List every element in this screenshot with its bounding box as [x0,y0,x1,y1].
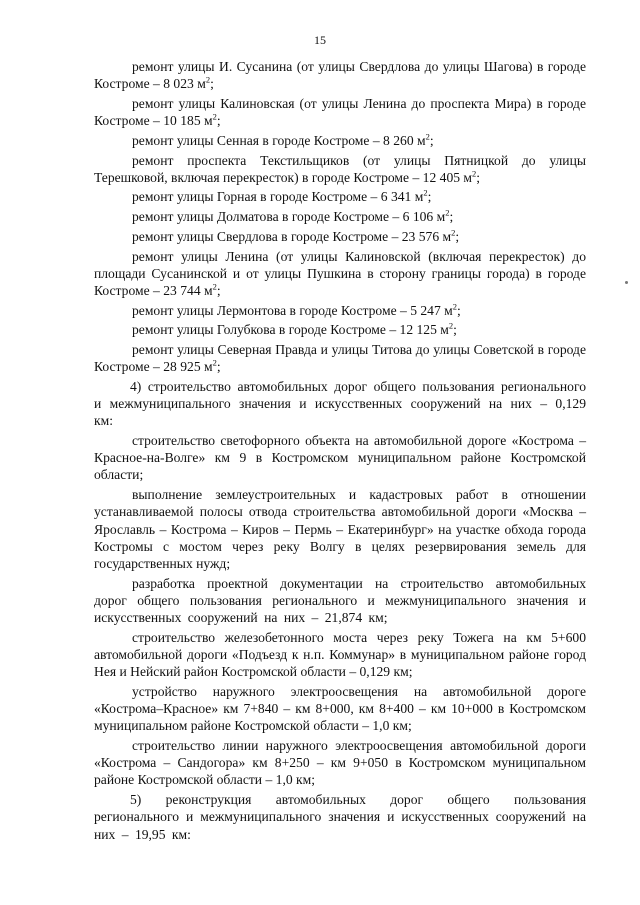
scan-speck [625,281,628,284]
paragraph-lermontova: ремонт улицы Лермонтова в городе Костроме – 5 247 $м^2$; [132,301,461,318]
paragraph-susanina: ремонт улицы И. Сусанина (от улицы Свердлова до улицы Шагова) в городе Костроме – 8 023 $м^2$; [94,59,586,92]
list-item-5: 5) реконструкция автомобильных дорог общего пользования регионального и межмуниципального значения и искусственных сооружений на них – 19,95 км: [94,792,586,842]
paragraph-golubkova: ремонт улицы Голубкова в городе Костроме – 12 125 $м^2$; [132,320,457,338]
page-number: 15 [314,33,326,47]
document-body [94,58,586,845]
paragraph-severnaya-pravda: ремонт улицы Северная Правда и улицы Титова до улицы Советской в городе Костроме – 28 925 $м^2$; [94,342,586,375]
paragraph-sverdlova: ремонт улицы Свердлова в городе Костроме – 23 576 $м^2$; [132,227,460,244]
paragraph-zemleustroitelnye: выполнение землеустроительных и кадастровых работ в отношении устанавливаемой полосы отвода строительства автомобильной дороги «Москва – Ярославль – Кострома – Киров – Пермь – Екатеринбург» на участке обхода города Костромы с мостом через реку Волгу в целях резервирования земель для государственных нужд; [94,487,586,571]
paragraph-gornaya: ремонт улицы Горная в городе Костроме – 6 341 $м^2$; [132,187,432,205]
paragraph-proektnaya-dokumentaciya: разработка проектной документации на строительство автомобильных дорог общего пользования регионального и межмуниципального значения и искусственных сооружений на них – 21,874 км; [94,575,586,626]
paragraph-elektroosveshchenie-krasnoe: устройство наружного электроосвещения на автомобильной дороге «Кострома–Красное» км 7+840 – км 8+000, км 8+400 – км 10+000 в Костромском муниципальном районе Костромской области – 1,0 км; [94,683,586,734]
paragraph-most-tozhega: строительство железобетонного моста через реку Тожега на км 5+600 автомобильной дороги «Подъезд к н.п. Коммунар» в муниципальном районе город Нея и Нейский район Костромской области – 0,129 км; [94,629,586,680]
paragraph-tekstilshchikov: ремонт проспекта Текстильщиков (от улицы Пятницкой до улицы Терешковой, включая перекресток) в городе Костроме – 12 405 $м^2$; [94,152,586,185]
paragraph-elektroosveshchenie-sandogora: строительство линии наружного электроосвещения автомобильной дороги «Кострома – Сандогора» км 8+250 – км 9+050 в Костромском муниципальном районе Костромской области – 1,0 км; [94,738,586,788]
paragraph-svetofor: строительство светофорного объекта на автомобильной дороге «Кострома – Красное-на-Волге» км 9 в Костромском муниципальном районе Костромской области; [94,433,586,483]
paragraph-lenina: ремонт улицы Ленина (от улицы Калиновской (включая перекресток) до площади Сусанинской и от улицы Пушкина в сторону границы города) в городе Костроме – 23 744 $м^2$; [94,248,586,298]
paragraph-kalinovskaya: ремонт улицы Калиновская (от улицы Ленина до проспекта Мира) в городе Костроме – 10 185 $м^2$; [94,95,586,129]
list-item-4: 4) строительство автомобильных дорог общего пользования регионального и межмуниципального значения и искусственных сооружений на них – 0,129 км: [94,378,586,429]
paragraph-dolmatova: ремонт улицы Долматова в городе Костроме – 6 106 $м^2$; [132,207,454,225]
paragraph-sennaya: ремонт улицы Сенная в городе Костроме – 8 260 $м^2$; [132,131,434,148]
